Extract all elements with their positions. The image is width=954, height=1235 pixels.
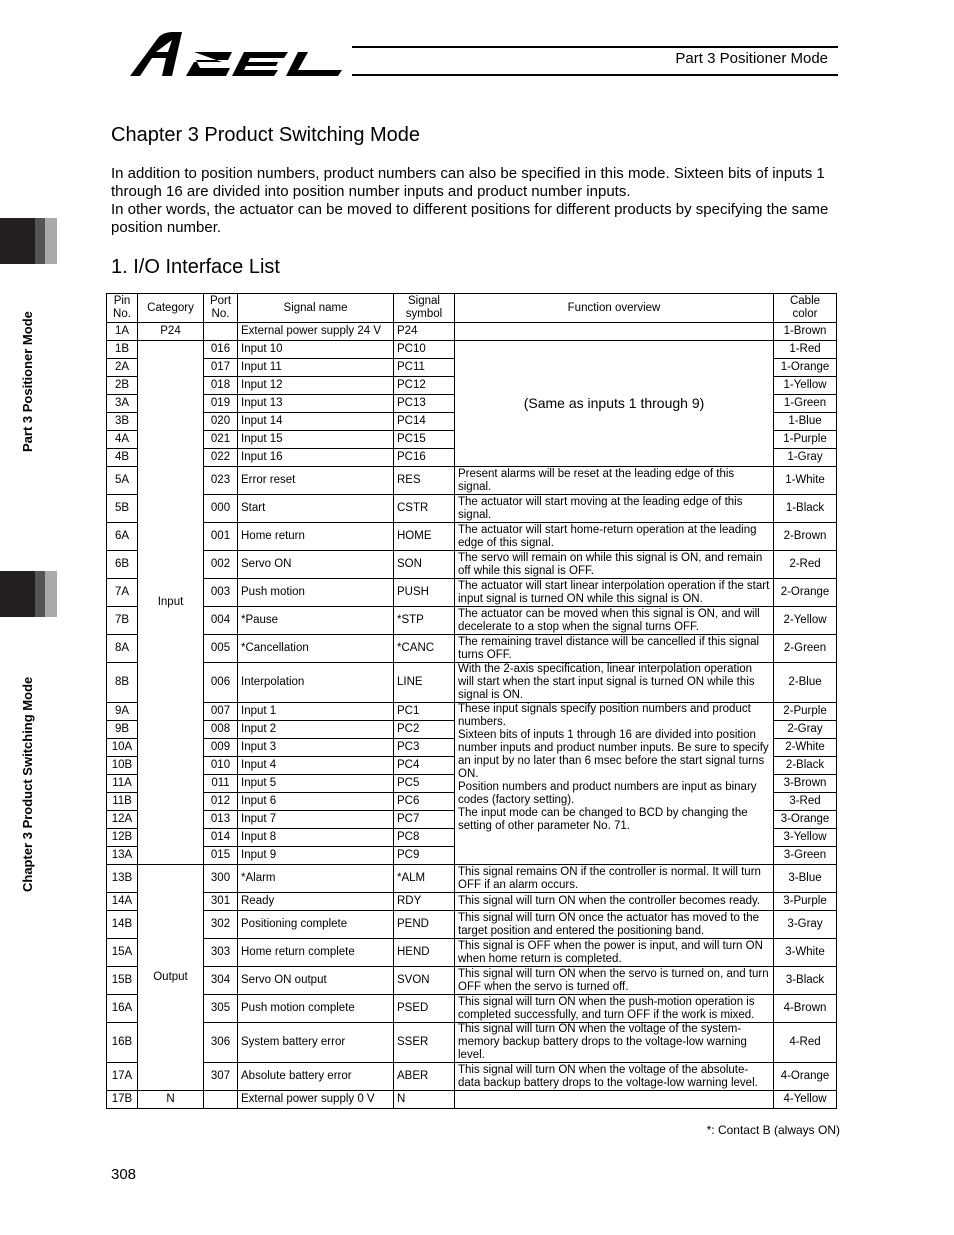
pin-cell: 15B: [107, 967, 138, 995]
signal-symbol-cell: RES: [394, 467, 455, 495]
footnote: *: Contact B (always ON): [706, 1123, 840, 1137]
signal-name-cell: Input 3: [238, 739, 394, 757]
signal-symbol-cell: PC7: [394, 811, 455, 829]
cable-color-cell: 2-Black: [774, 757, 837, 775]
function-cell: The actuator will start home-return operation at the leading edge of this signal.: [455, 523, 774, 551]
cable-color-cell: 1-Brown: [774, 323, 837, 341]
pin-cell: 9A: [107, 703, 138, 721]
pin-cell: 3A: [107, 395, 138, 413]
function-cell: This signal will turn ON when the servo is turned on, and turn OFF when the servo is turned off.: [455, 967, 774, 995]
pin-cell: 2B: [107, 377, 138, 395]
cable-color-cell: 3-Gray: [774, 911, 837, 939]
intro-paragraph-2: In other words, the actuator can be moved to different positions for different products by specifying the same position number.: [111, 201, 829, 236]
cable-color-cell: 1-Blue: [774, 413, 837, 431]
category-cell: N: [138, 1091, 204, 1109]
side-label-part: Part 3 Positioner Mode: [20, 311, 35, 452]
signal-symbol-cell: PC8: [394, 829, 455, 847]
port-cell: 009: [204, 739, 238, 757]
cable-color-cell: 2-Blue: [774, 663, 837, 703]
port-cell: 018: [204, 377, 238, 395]
signal-symbol-cell: PC3: [394, 739, 455, 757]
port-cell: 007: [204, 703, 238, 721]
header-category: Category: [138, 294, 204, 323]
signal-name-cell: Positioning complete: [238, 911, 394, 939]
port-cell: 003: [204, 579, 238, 607]
table-row: [107, 995, 837, 1023]
asel-logo: [128, 30, 350, 78]
signal-name-cell: Input 9: [238, 847, 394, 865]
port-cell: 013: [204, 811, 238, 829]
signal-name-cell: Input 8: [238, 829, 394, 847]
header-pin: Pin No.: [107, 294, 138, 323]
side-tab-lower-light: [45, 571, 57, 617]
signal-name-cell: Home return complete: [238, 939, 394, 967]
signal-symbol-cell: PC15: [394, 431, 455, 449]
table-row: [107, 579, 837, 607]
signal-symbol-cell: SON: [394, 551, 455, 579]
port-cell: 016: [204, 341, 238, 359]
table-row: [107, 523, 837, 551]
port-cell: 010: [204, 757, 238, 775]
function-cell: The actuator will start moving at the leading edge of this signal.: [455, 495, 774, 523]
pin-cell: 7A: [107, 579, 138, 607]
pin-cell: 10B: [107, 757, 138, 775]
header-function: Function overview: [455, 294, 774, 323]
function-cell: This signal will turn ON when the voltage of the system-memory backup battery drops to the voltage-low warning level.: [455, 1023, 774, 1063]
signal-name-cell: Input 4: [238, 757, 394, 775]
signal-name-cell: Absolute battery error: [238, 1063, 394, 1091]
pin-cell: 17A: [107, 1063, 138, 1091]
signal-symbol-cell: CSTR: [394, 495, 455, 523]
signal-symbol-cell: *CANC: [394, 635, 455, 663]
chapter-title: Chapter 3 Product Switching Mode: [111, 124, 421, 146]
cable-color-cell: 1-White: [774, 467, 837, 495]
function-cell: This signal will turn ON when the push-motion operation is completed successfully, and turn OFF if the work is mixed.: [455, 995, 774, 1023]
table-row: [107, 939, 837, 967]
signal-symbol-cell: PC16: [394, 449, 455, 467]
header-rule-top: [352, 46, 838, 48]
table-row: [107, 1091, 837, 1109]
port-cell: 000: [204, 495, 238, 523]
signal-name-cell: *Pause: [238, 607, 394, 635]
category-cell: P24: [138, 323, 204, 341]
function-cell: This signal will turn ON once the actuator has moved to the target position and entered the positioning band.: [455, 911, 774, 939]
pin-cell: 5B: [107, 495, 138, 523]
function-cell: This signal will turn ON when the voltage of the absolute-data backup battery drops to the voltage-low warning level.: [455, 1063, 774, 1091]
table-row: [107, 635, 837, 663]
signal-symbol-cell: SSER: [394, 1023, 455, 1063]
table-row: [107, 341, 837, 359]
port-cell: 011: [204, 775, 238, 793]
pin-cell: 6A: [107, 523, 138, 551]
pin-cell: 13B: [107, 865, 138, 893]
signal-symbol-cell: PSED: [394, 995, 455, 1023]
port-cell: 014: [204, 829, 238, 847]
signal-symbol-cell: PC12: [394, 377, 455, 395]
port-cell: [204, 323, 238, 341]
port-cell: 002: [204, 551, 238, 579]
signal-name-cell: Input 16: [238, 449, 394, 467]
cable-color-cell: 2-Orange: [774, 579, 837, 607]
side-tab-upper-light: [45, 218, 57, 264]
signal-symbol-cell: PC2: [394, 721, 455, 739]
cable-color-cell: 1-Gray: [774, 449, 837, 467]
port-cell: 300: [204, 865, 238, 893]
pin-cell: 7B: [107, 607, 138, 635]
side-tab-upper: [0, 218, 35, 264]
header-signal-name: Signal name: [238, 294, 394, 323]
cable-color-cell: 3-Yellow: [774, 829, 837, 847]
port-cell: 015: [204, 847, 238, 865]
signal-name-cell: *Cancellation: [238, 635, 394, 663]
function-cell: This signal will turn ON when the controller becomes ready.: [455, 893, 774, 911]
table-row: [107, 551, 837, 579]
intro-text: [111, 165, 846, 237]
port-cell: 303: [204, 939, 238, 967]
pin-cell: 16B: [107, 1023, 138, 1063]
function-cell: This signal is OFF when the power is input, and will turn ON when home return is completed.: [455, 939, 774, 967]
pin-cell: 11B: [107, 793, 138, 811]
signal-symbol-cell: *STP: [394, 607, 455, 635]
signal-name-cell: Input 14: [238, 413, 394, 431]
port-cell: 017: [204, 359, 238, 377]
signal-name-cell: Interpolation: [238, 663, 394, 703]
pin-cell: 15A: [107, 939, 138, 967]
table-row: [107, 663, 837, 703]
port-cell: 004: [204, 607, 238, 635]
port-cell: 305: [204, 995, 238, 1023]
signal-symbol-cell: PC4: [394, 757, 455, 775]
signal-symbol-cell: RDY: [394, 893, 455, 911]
signal-symbol-cell: PC5: [394, 775, 455, 793]
table-header-row: [107, 294, 837, 323]
cable-color-cell: 4-Orange: [774, 1063, 837, 1091]
table-row: [107, 323, 837, 341]
signal-symbol-cell: PC14: [394, 413, 455, 431]
header-part-label: Part 3 Positioner Mode: [675, 50, 828, 67]
port-cell: 307: [204, 1063, 238, 1091]
signal-name-cell: Push motion complete: [238, 995, 394, 1023]
signal-name-cell: External power supply 24 V: [238, 323, 394, 341]
signal-name-cell: Servo ON output: [238, 967, 394, 995]
pin-cell: 2A: [107, 359, 138, 377]
table-row: [107, 495, 837, 523]
signal-symbol-cell: ABER: [394, 1063, 455, 1091]
pin-cell: 12A: [107, 811, 138, 829]
cable-color-cell: 3-Purple: [774, 893, 837, 911]
pin-cell: 1A: [107, 323, 138, 341]
signal-name-cell: Input 13: [238, 395, 394, 413]
port-cell: 006: [204, 663, 238, 703]
header-signal-symbol: Signal symbol: [394, 294, 455, 323]
side-tab-lower-mid: [35, 571, 45, 617]
cable-color-cell: 2-Red: [774, 551, 837, 579]
port-cell: 304: [204, 967, 238, 995]
signal-name-cell: External power supply 0 V: [238, 1091, 394, 1109]
signal-symbol-cell: PC1: [394, 703, 455, 721]
port-cell: [204, 1091, 238, 1109]
function-cell: The actuator will start linear interpolation operation if the start input signal is turned ON while this signal is ON.: [455, 579, 774, 607]
function-cell-group-note: These input signals specify position numbers and product numbers. Sixteen bits of inputs 1 through 16 are divided into position number inputs and product number inputs. Be sure to specify an input by no later than 6 msec before the start signal turns ON. Position numbers and product numbers are input as binary codes (factory setting). The input mode can be changed to BCD by changing the setting of other parameter No. 71.: [455, 703, 774, 865]
pin-cell: 1B: [107, 341, 138, 359]
port-cell: 021: [204, 431, 238, 449]
table-row: [107, 865, 837, 893]
cable-color-cell: 2-White: [774, 739, 837, 757]
cable-color-cell: 3-Blue: [774, 865, 837, 893]
signal-name-cell: Input 5: [238, 775, 394, 793]
side-tab-lower: [0, 571, 35, 617]
table-row: [107, 893, 837, 911]
side-label-chapter: Chapter 3 Product Switching Mode: [20, 676, 35, 892]
cable-color-cell: 4-Yellow: [774, 1091, 837, 1109]
pin-cell: 8B: [107, 663, 138, 703]
signal-name-cell: System battery error: [238, 1023, 394, 1063]
category-cell-output: Output: [138, 865, 204, 1091]
port-cell: 020: [204, 413, 238, 431]
port-cell: 022: [204, 449, 238, 467]
pin-cell: 14A: [107, 893, 138, 911]
function-cell-same-note: (Same as inputs 1 through 9): [455, 341, 774, 467]
pin-cell: 4B: [107, 449, 138, 467]
pin-cell: 14B: [107, 911, 138, 939]
signal-name-cell: Input 12: [238, 377, 394, 395]
cable-color-cell: 3-White: [774, 939, 837, 967]
signal-name-cell: Home return: [238, 523, 394, 551]
signal-name-cell: Input 11: [238, 359, 394, 377]
cable-color-cell: 3-Red: [774, 793, 837, 811]
port-cell: 301: [204, 893, 238, 911]
signal-name-cell: Input 2: [238, 721, 394, 739]
section-title: 1. I/O Interface List: [111, 256, 280, 278]
side-tab-upper-mid: [35, 218, 45, 264]
port-cell: 306: [204, 1023, 238, 1063]
table-row: [107, 1023, 837, 1063]
signal-symbol-cell: SVON: [394, 967, 455, 995]
cable-color-cell: 2-Gray: [774, 721, 837, 739]
cable-color-cell: 1-Red: [774, 341, 837, 359]
port-cell: 019: [204, 395, 238, 413]
signal-symbol-cell: PC6: [394, 793, 455, 811]
signal-name-cell: Input 7: [238, 811, 394, 829]
signal-symbol-cell: P24: [394, 323, 455, 341]
signal-name-cell: Input 15: [238, 431, 394, 449]
function-cell: The servo will remain on while this signal is ON, and remain off while this signal is OFF.: [455, 551, 774, 579]
table-row: [107, 607, 837, 635]
pin-cell: 12B: [107, 829, 138, 847]
cable-color-cell: 1-Yellow: [774, 377, 837, 395]
function-cell: The actuator can be moved when this signal is ON, and will decelerate to a stop when the signal turns OFF.: [455, 607, 774, 635]
signal-name-cell: Push motion: [238, 579, 394, 607]
signal-name-cell: Input 1: [238, 703, 394, 721]
pin-cell: 6B: [107, 551, 138, 579]
cable-color-cell: 3-Brown: [774, 775, 837, 793]
pin-cell: 16A: [107, 995, 138, 1023]
pin-cell: 9B: [107, 721, 138, 739]
cable-color-cell: 1-Green: [774, 395, 837, 413]
function-cell: [455, 1091, 774, 1109]
port-cell: 005: [204, 635, 238, 663]
table-row: [107, 467, 837, 495]
port-cell: 001: [204, 523, 238, 551]
header-rule-bottom: [352, 74, 838, 76]
table-row: [107, 703, 837, 721]
pin-cell: 4A: [107, 431, 138, 449]
signal-symbol-cell: HOME: [394, 523, 455, 551]
signal-name-cell: Error reset: [238, 467, 394, 495]
cable-color-cell: 1-Black: [774, 495, 837, 523]
cable-color-cell: 3-Black: [774, 967, 837, 995]
cable-color-cell: 1-Purple: [774, 431, 837, 449]
signal-name-cell: Input 10: [238, 341, 394, 359]
pin-cell: 13A: [107, 847, 138, 865]
signal-symbol-cell: PC10: [394, 341, 455, 359]
function-cell: [455, 323, 774, 341]
function-cell: Present alarms will be reset at the leading edge of this signal.: [455, 467, 774, 495]
pin-cell: 5A: [107, 467, 138, 495]
signal-symbol-cell: PEND: [394, 911, 455, 939]
io-interface-table: [106, 293, 837, 1109]
header-cable: Cable color: [774, 294, 837, 323]
signal-symbol-cell: LINE: [394, 663, 455, 703]
signal-name-cell: Input 6: [238, 793, 394, 811]
function-cell: This signal remains ON if the controller is normal. It will turn OFF if an alarm occurs.: [455, 865, 774, 893]
function-cell: The remaining travel distance will be cancelled if this signal turns OFF.: [455, 635, 774, 663]
pin-cell: 17B: [107, 1091, 138, 1109]
port-cell: 012: [204, 793, 238, 811]
pin-cell: 10A: [107, 739, 138, 757]
table-row: [107, 911, 837, 939]
signal-name-cell: Servo ON: [238, 551, 394, 579]
pin-cell: 11A: [107, 775, 138, 793]
signal-name-cell: *Alarm: [238, 865, 394, 893]
port-cell: 023: [204, 467, 238, 495]
cable-color-cell: 2-Green: [774, 635, 837, 663]
signal-symbol-cell: PUSH: [394, 579, 455, 607]
signal-name-cell: Ready: [238, 893, 394, 911]
signal-symbol-cell: HEND: [394, 939, 455, 967]
pin-cell: 3B: [107, 413, 138, 431]
cable-color-cell: 4-Brown: [774, 995, 837, 1023]
cable-color-cell: 2-Brown: [774, 523, 837, 551]
cable-color-cell: 1-Orange: [774, 359, 837, 377]
cable-color-cell: 2-Yellow: [774, 607, 837, 635]
signal-symbol-cell: PC13: [394, 395, 455, 413]
table-row: [107, 1063, 837, 1091]
port-cell: 302: [204, 911, 238, 939]
pin-cell: 8A: [107, 635, 138, 663]
intro-paragraph-1: In addition to position numbers, product numbers can also be specified in this mode. Sixteen bits of inputs 1 through 16 are divided into position number inputs and product number inputs.: [111, 165, 825, 200]
cable-color-cell: 3-Green: [774, 847, 837, 865]
cable-color-cell: 2-Purple: [774, 703, 837, 721]
cable-color-cell: 3-Orange: [774, 811, 837, 829]
header-port: Port No.: [204, 294, 238, 323]
signal-symbol-cell: *ALM: [394, 865, 455, 893]
function-cell: With the 2-axis specification, linear interpolation operation will start when the start input signal is turned ON while this signal is ON.: [455, 663, 774, 703]
table-row: [107, 967, 837, 995]
signal-name-cell: Start: [238, 495, 394, 523]
cable-color-cell: 4-Red: [774, 1023, 837, 1063]
signal-symbol-cell: PC9: [394, 847, 455, 865]
signal-symbol-cell: PC11: [394, 359, 455, 377]
signal-symbol-cell: N: [394, 1091, 455, 1109]
page-number: 308: [111, 1166, 137, 1183]
port-cell: 008: [204, 721, 238, 739]
category-cell-input: Input: [138, 341, 204, 865]
